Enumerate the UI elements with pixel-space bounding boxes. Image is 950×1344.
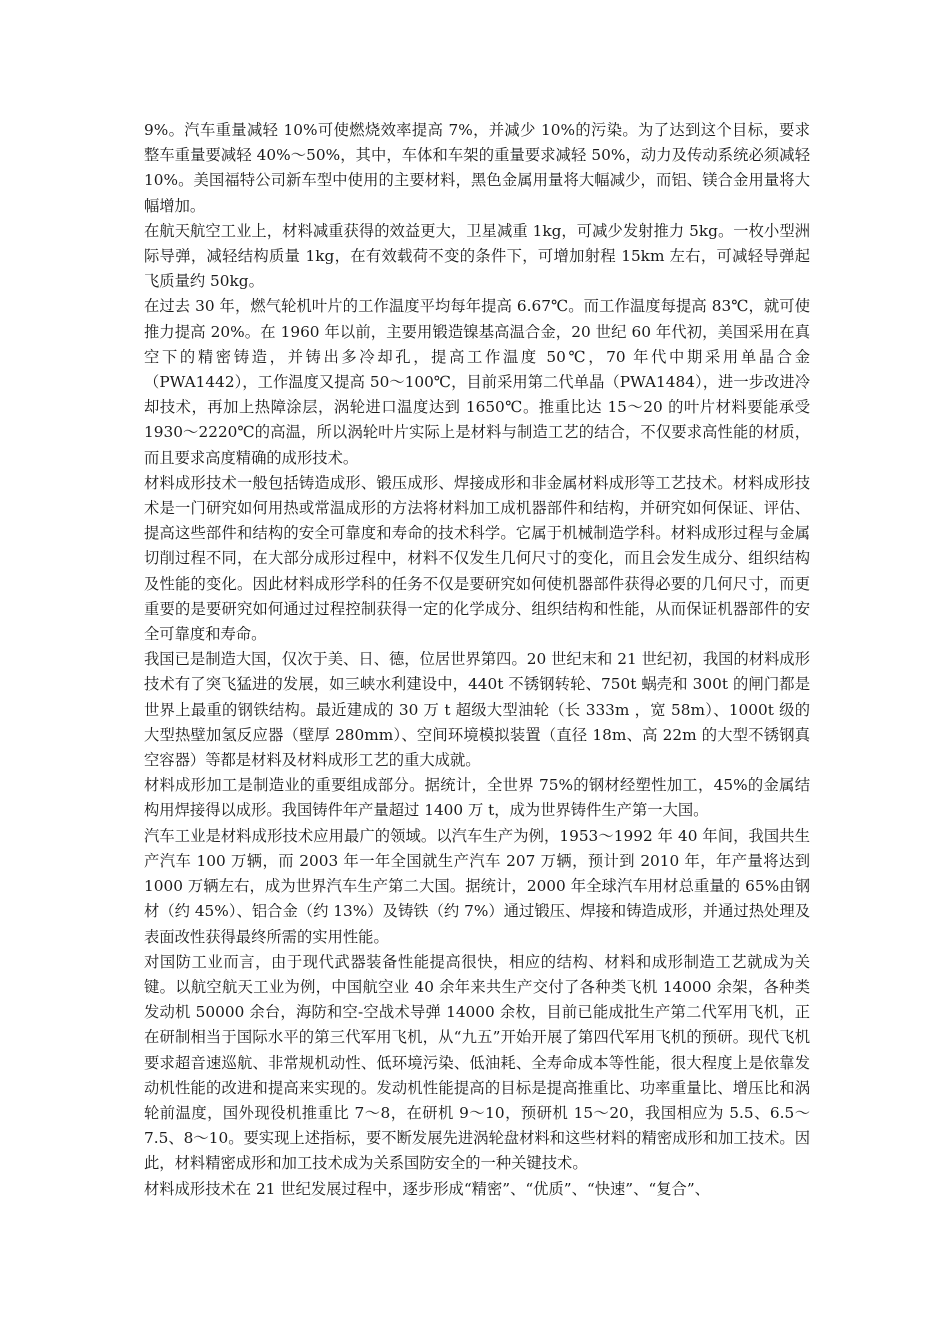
- paragraph-aerospace-weight: 在航天航空工业上，材料减重获得的效益更大，卫星减重 1kg，可减少发射推力 5kg。一枚小型洲际导弹，减轻结构质量 1kg，在有效载荷不变的条件下，可增加射程 15km 左右，可减轻导弹起飞质量约 50kg。: [144, 221, 810, 291]
- paragraph-auto-industry: 汽车工业是材料成形技术应用最广的领域。以汽车生产为例，1953～1992 年 40 年间，我国共生产汽车 100 万辆，而 2003 年一年全国就生产汽车 207 万辆，预计到 2010 年，年产量将达到 1000 万辆左右，成为世界汽车生产第二大国。据统计，2000 年全球汽车用材总重量的 65%由钢材（约 45%）、铝合金（约 13%）及铸铁（约 7%）通过锻压、焊接和铸造成形，并通过热处理及表面改性获得最终所需的实用性能。: [144, 826, 810, 946]
- paragraph-forming-statistics: 材料成形加工是制造业的重要组成部分。据统计，全世界 75%的钢材经塑性加工，45%的金属结构用焊接得以成形。我国铸件年产量超过 1400 万 t，成为世界铸件生产第一大国。: [144, 776, 810, 820]
- paragraph-forming-definition: 材料成形技术一般包括铸造成形、锻压成形、焊接成形和非金属材料成形等工艺技术。材料成形技术是一门研究如何用热或常温成形的方法将材料加工成机器部件和结构，并研究如何保证、评估、提高这些部件和结构的安全可靠度和寿命的技术科学。它属于机械制造学科。材料成形过程与金属切削过程不同，在大部分成形过程中，材料不仅发生几何尺寸的变化，而且会发生成分、组织结构及性能的变化。因此材料成形学科的任务不仅是要研究如何使机器部件获得必要的几何尺寸，而更重要的是要研究如何通过过程控制获得一定的化学成分、组织结构和性能，从而保证机器部件的安全可靠度和寿命。: [144, 473, 810, 644]
- paragraph-vehicle-weight: 9%。汽车重量减轻 10%可使燃烧效率提高 7%，并减少 10%的污染。为了达到这个目标，要求整车重量要减轻 40%～50%，其中，车体和车架的重量要求减轻 50%，动力及传动系统必须减轻 10%。美国福特公司新车型中使用的主要材料，黑色金属用量将大幅减少，而铝、镁合金用量将大幅增加。: [144, 121, 810, 215]
- paragraph-defense-industry: 对国防工业而言，由于现代武器装备性能提高很快，相应的结构、材料和成形制造工艺就成为关键。以航空航天工业为例，中国航空业 40 余年来共生产交付了各种类飞机 14000 余架，各种类发动机 50000 余台，海防和空-空战术导弹 14000 余枚，目前已能成批生产第二代军用飞机，正在研制相当于国际水平的第三代军用飞机，从“九五”开始开展了第四代军用飞机的预研。现代飞机要求超音速巡航、非常规机动性、低环境污染、低油耗、全寿命成本等性能，很大程度上是依靠发动机性能的改进和提高来实现的。发动机性能提高的目标是提高推重比、功率重量比、增压比和涡轮前温度，国外现役机推重比 7～8，在研机 9～10，预研机 15～20，我国相应为 5.5、6.5～7.5、8～10。要实现上述指标，要不断发展先进涡轮盘材料和这些材料的精密成形和加工技术。因此，材料精密成形和加工技术成为关系国防安全的一种关键技术。: [144, 952, 810, 1173]
- paragraph-21st-century: 材料成形技术在 21 世纪发展过程中，逐步形成“精密”、“优质”、“快速”、“复合”、: [144, 1179, 710, 1198]
- paragraph-china-manufacturing: 我国已是制造大国，仅次于美、日、德，位居世界第四。20 世纪末和 21 世纪初，我国的材料成形技术有了突飞猛进的发展，如三峡水利建设中，440t 不锈钢转轮、750t 蜗壳和 300t 的闸门都是世界上最重的钢铁结构。最近建成的 30 万 t 超级大型油轮（长 333m ，宽 58m）、1000t 级的大型热壁加氢反应器（壁厚 280mm）、空间环境模拟装置（直径 18m、高 22m 的大型不锈钢真空容器）等都是材料及材料成形工艺的重大成就。: [144, 650, 811, 770]
- document-body: [144, 118, 810, 1202]
- paragraph-turbine-blades: 在过去 30 年，燃气轮机叶片的工作温度平均每年提高 6.67℃。而工作温度每提高 83℃，就可使推力提高 20%。在 1960 年以前，主要用锻造镍基高温合金，20 世纪 60 年代初，美国采用在真空下的精密铸造，并铸出多冷却孔，提高工作温度 50℃，70 年代中期采用单晶合金（PWA1442），工作温度又提高 50～100℃，目前采用第二代单晶（PWA1484），进一步改进冷却技术，再加上热障涂层，涡轮进口温度达到 1650℃。推重比达 15～20 的叶片材料要能承受 1930～2220℃的高温，所以涡轮叶片实际上是材料与制造工艺的结合，不仅要求高性能的材质，而且要求高度精确的成形技术。: [144, 297, 810, 467]
